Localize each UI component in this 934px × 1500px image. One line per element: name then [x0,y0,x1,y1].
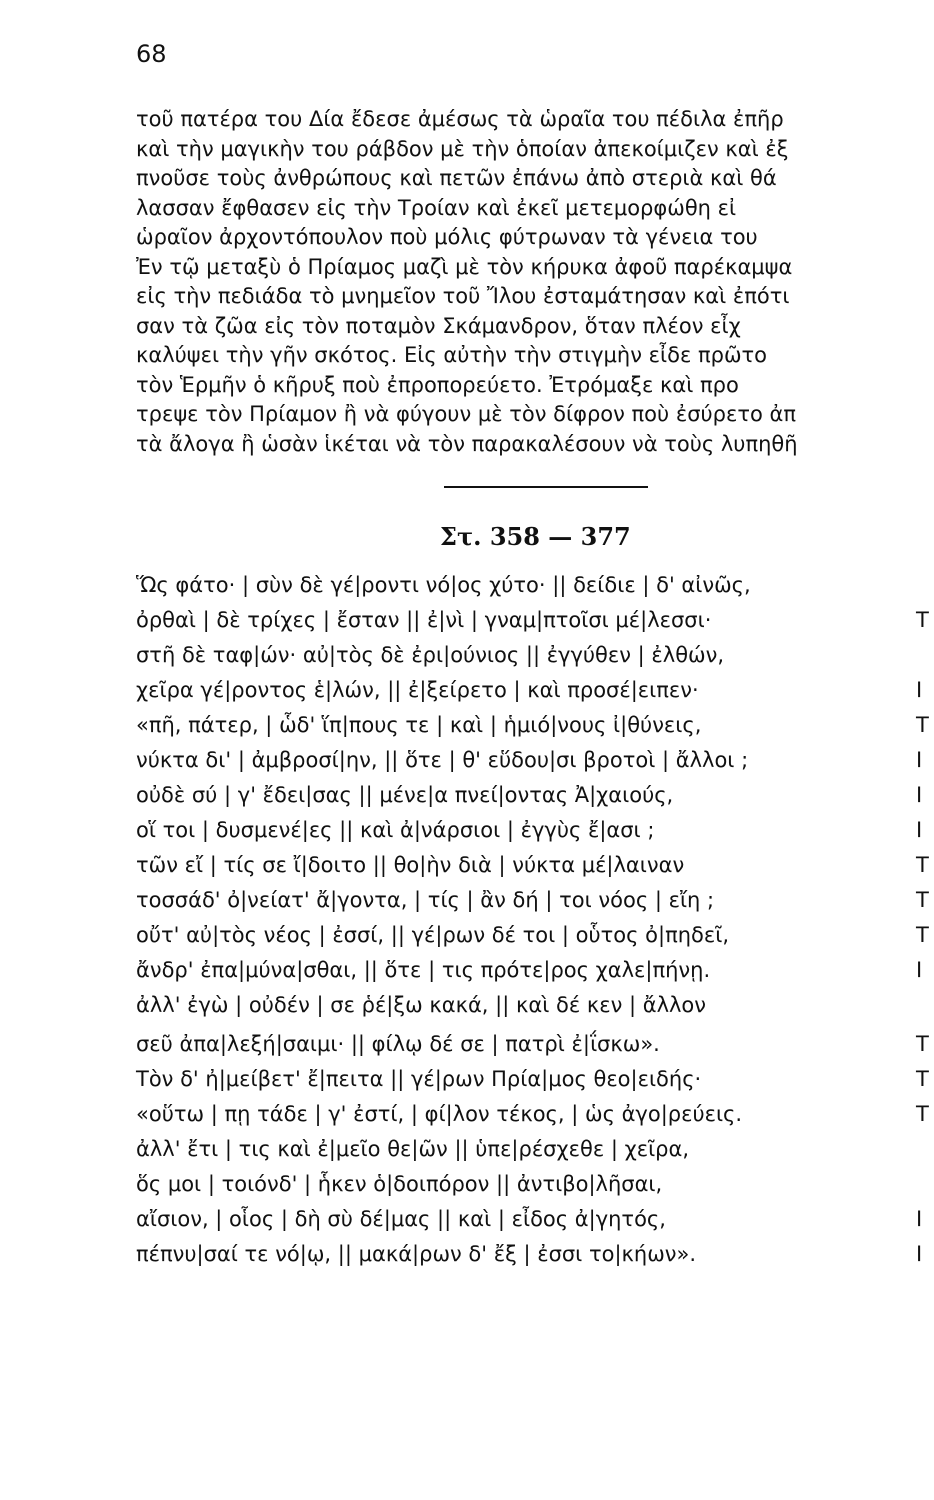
verse-text: οὔτ' αὐ|τὸς νέος | ἐσσί, || γέ|ρων δέ τοι | οὗτος ὀ|πηδεῖ, [136,923,730,947]
prose-line: τοῦ πατέρα του Δία ἔδεσε ἀμέσως τὰ ὡραῖα του πέδιλα ἐπῆρ [136,107,784,131]
verse-line [136,673,934,708]
margin-mark: Ι [916,678,923,702]
page-number: 68 [136,40,167,68]
verse-text: τῶν εἴ | τίς σε ἴ|δοιτο || θο|ὴν διὰ | νύκτα μέ|λαιναν [136,853,685,877]
margin-mark: Ι [916,1207,923,1231]
verse-line [136,883,934,918]
verse-text: «πῆ, πάτερ, | ὧδ' ἵπ|πους τε | καὶ | ἡμιό|νους ἰ|θύνεις, [136,713,702,737]
verse-block [136,568,934,1272]
verse-line [136,848,934,883]
prose-line: τρεψε τὸν Πρίαμον ἢ νὰ φύγουν μὲ τὸν δίφρον ποὺ ἐσύρετο ἀπ [136,402,796,426]
verse-text: πέπνυ|σαί τε νό|ῳ, || μακά|ρων δ' ἔξ | ἐσσι το|κήων». [136,1242,697,1266]
verse-line [136,1202,934,1237]
margin-mark: Τ [916,1032,929,1056]
verse-line [136,1167,934,1202]
prose-line: τὸν Ἑρμῆν ὁ κῆρυξ ποὺ ἐπροπορεύετο. Ἐτρόμαξε καὶ προ [136,372,739,397]
verse-line [136,1132,934,1167]
prose-line: καλύψει τὴν γῆν σκότος. Εἰς αὐτὴν τὴν στιγμὴν εἶδε πρῶτο [136,343,768,367]
verse-line [136,1027,934,1062]
section-heading: Στ. 358 — 377 [440,522,631,551]
margin-mark: Τ [916,888,929,912]
prose-line: ὡραῖον ἀρχοντόπουλον ποὺ μόλις φύτρωναν τὰ γένεια του [136,225,758,249]
verse-text: στῆ δὲ ταφ|ών· αὐ|τὸς δὲ ἐρι|ούνιος || ἐγγύθεν | ἐλθών, [136,643,725,667]
prose-line: εἰς τὴν πεδιάδα τὸ μνημεῖον τοῦ Ἴλου ἐσταμάτησαν καὶ ἐπότι [136,284,790,308]
verse-line [136,708,934,743]
verse-line [136,918,934,953]
verse-line [136,568,934,603]
verse-text: «οὕτω | πῃ τάδε | γ' ἐστί, | φί|λον τέκος, | ὡς ἀγο|ρεύεις. [136,1102,743,1126]
verse-line [136,1062,934,1097]
margin-mark: Τ [916,923,929,947]
verse-text: ἀλλ' ἐγὼ | οὐδέν | σε ῥέ|ξω κακά, || καὶ δέ κεν | ἄλλον [136,993,707,1017]
margin-mark: Ι [916,748,923,772]
section-divider [444,486,648,488]
margin-mark: Ι [916,958,923,982]
verse-text: ἄνδρ' ἐπα|μύνα|σθαι, || ὅτε | τις πρότε|ρος χαλε|πήνῃ. [136,958,711,982]
prose-line: καὶ τὴν μαγικὴν του ράβδον μὲ τὴν ὁποίαν ἀπεκοίμιζεν καὶ ἐξ [136,136,789,161]
verse-text: οὐδὲ σύ | γ' ἔδει|σας || μένε|α πνεί|οντας Ἀ|χαιούς, [136,783,674,807]
margin-mark: Τ [916,608,929,632]
verse-text: τοσσάδ' ὀ|νείατ' ἄ|γοντα, | τίς | ἂν δή | τοι νόος | εἴη ; [136,888,715,912]
verse-line [136,1237,934,1272]
verse-text: αἴσιον, | οἷος | δὴ σὺ δέ|μας || καὶ | εἶδος ἀ|γητός, [136,1207,666,1231]
verse-line [136,813,934,848]
verse-line [136,603,934,638]
verse-line [136,953,934,988]
prose-paragraph [136,105,934,459]
prose-line: λασσαν ἔφθασεν εἰς τὴν Τροίαν καὶ ἐκεῖ μετεμορφώθη εἰ [136,195,737,220]
margin-mark: Ι [916,818,923,842]
verse-text: σεῦ ἀπα|λεξή|σαιμι· || φίλῳ δέ σε | πατρὶ ἐ|ΐσκω». [136,1032,660,1056]
margin-mark: Τ [916,1067,929,1091]
verse-line [136,743,934,778]
prose-line: τὰ ἄλογα ἢ ὡσὰν ἱκέται νὰ τὸν παρακαλέσουν νὰ τοὺς λυπηθῆ [136,431,798,456]
margin-mark: Ι [916,1242,923,1266]
margin-mark: Τ [916,853,929,877]
prose-line: Ἐν τῷ μεταξὺ ὁ Πρίαμος μαζὶ μὲ τὸν κήρυκα ἀφοῦ παρέκαμψα [136,254,793,279]
verse-line [136,778,934,813]
verse-line [136,638,934,673]
verse-text: χεῖρα γέ|ροντος ἑ|λών, || ἐ|ξείρετο | καὶ προσέ|ειπεν· [136,678,699,702]
margin-mark: Ι [916,783,923,807]
verse-line [136,1097,934,1132]
verse-line [136,988,934,1023]
verse-text: ὀρθαὶ | δὲ τρίχες | ἔσταν || ἐ|νὶ | γναμ|πτοῖσι μέ|λεσσι· [136,608,712,632]
prose-line: πνοῦσε τοὺς ἀνθρώπους καὶ πετῶν ἐπάνω ἀπὸ στεριὰ καὶ θά [136,166,777,190]
margin-mark: Τ [916,1102,929,1126]
verse-text: Ὥς φάτο· | σὺν δὲ γέ|ροντι νό|ος χύτο· || δείδιε | δ' αἰνῶς, [136,573,751,597]
verse-text: οἵ τοι | δυσμενέ|ες || καὶ ἀ|νάρσιοι | ἐγγὺς ἔ|ασι ; [136,818,655,842]
verse-text: ὅς μοι | τοιόνδ' | ἧκεν ὁ|δοιπόρον || ἀντιβο|λῆσαι, [136,1172,663,1196]
prose-line: σαν τὰ ζῶα εἰς τὸν ποταμὸν Σκάμανδρον, ὅταν πλέον εἶχ [136,313,741,338]
verse-text: Τὸν δ' ἠ|μείβετ' ἔ|πειτα || γέ|ρων Πρία|μος θεο|ειδής· [136,1067,702,1091]
verse-text: νύκτα δι' | ἀμβροσί|ην, || ὅτε | θ' εὕδου|σι βροτοὶ | ἄλλοι ; [136,748,749,772]
verse-text: ἀλλ' ἔτι | τις καὶ ἐ|μεῖο θε|ῶν || ὑπε|ρέσχεθε | χεῖρα, [136,1137,690,1161]
margin-mark: Τ [916,713,929,737]
